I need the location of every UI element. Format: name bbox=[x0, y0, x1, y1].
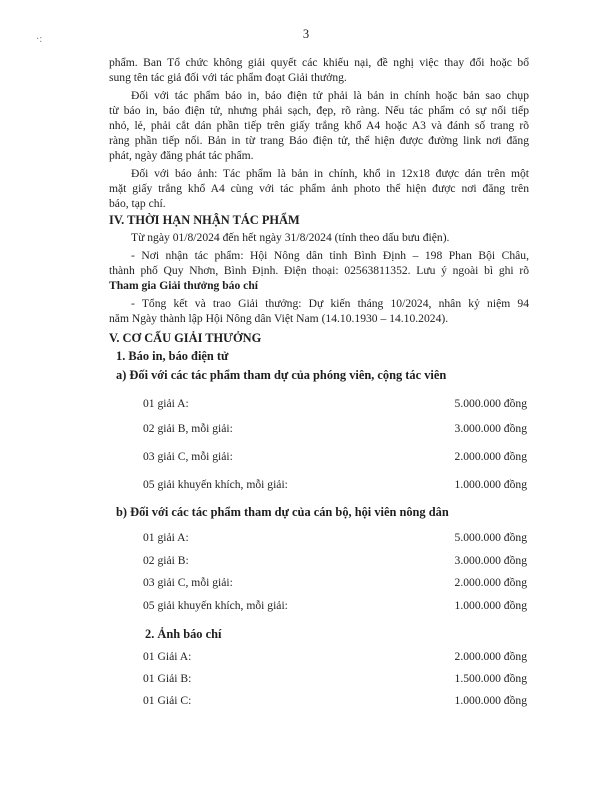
prize-label: 01 Giải B: bbox=[143, 672, 192, 685]
prize-label: 01 giải A: bbox=[143, 531, 189, 544]
body-line: năm Ngày thành lập Hội Nông dân Việt Nam (14.10.1930 – 14.10.2024). bbox=[109, 312, 449, 325]
prize-value: 3.000.000 đồng bbox=[454, 422, 527, 435]
body-line: từ báo in, báo điện tử, nhưng phải sạch, đẹp, rõ ràng. Nếu tác phẩm có sự nối tiếp bbox=[109, 104, 529, 117]
body-line: ràng phần tiếp nối. Bản in từ trang Báo điện tử, thể hiện được đường link nơi đăng bbox=[109, 134, 529, 147]
prize-label: 03 giải C, mỗi giải: bbox=[143, 450, 233, 463]
body-line: phát, ngày đăng phát tác phẩm. bbox=[109, 149, 254, 162]
subsection-heading-1: 1. Báo in, báo điện tử bbox=[116, 349, 229, 363]
body-line: sung tên tác giả đối với tác phẩm đoạt Giải thưởng. bbox=[109, 71, 347, 84]
prize-value: 5.000.000 đồng bbox=[454, 397, 527, 410]
prize-value: 3.000.000 đồng bbox=[454, 554, 527, 567]
prize-value: 1.000.000 đồng bbox=[454, 599, 527, 612]
prize-label: 01 giải A: bbox=[143, 397, 189, 410]
body-line: mặt giấy trắng khổ A4 cùng với tác phẩm ảnh photo thể hiện được nơi đăng trên bbox=[109, 182, 529, 195]
body-line: Đối với báo ảnh: Tác phẩm là bản in chính, khổ in 12x18 được dán trên một bbox=[131, 167, 529, 180]
prize-label: 02 giải B: bbox=[143, 554, 189, 567]
body-line: - Nơi nhận tác phẩm: Hội Nông dân tỉnh Bình Định – 198 Phan Bội Châu, bbox=[131, 249, 529, 262]
subsection-heading-2: 2. Ảnh báo chí bbox=[145, 627, 222, 641]
prize-label: 05 giải khuyến khích, mỗi giải: bbox=[143, 478, 288, 491]
body-line-bold: Tham gia Giải thưởng báo chí bbox=[109, 279, 258, 292]
margin-mark: ·: bbox=[36, 34, 43, 45]
prize-value: 5.000.000 đồng bbox=[454, 531, 527, 544]
prize-value: 1.000.000 đồng bbox=[454, 694, 527, 707]
subsection-heading-a: a) Đối với các tác phẩm tham dự của phóng viên, cộng tác viên bbox=[116, 368, 447, 382]
section-heading-iv: IV. THỜI HẠN NHẬN TÁC PHẨM bbox=[109, 213, 300, 227]
page-number: 3 bbox=[302, 27, 310, 41]
prize-label: 01 Giải A: bbox=[143, 650, 192, 663]
body-line: Từ ngày 01/8/2024 đến hết ngày 31/8/2024 (tính theo dấu bưu điện). bbox=[131, 231, 450, 244]
prize-label: 05 giải khuyến khích, mỗi giải: bbox=[143, 599, 288, 612]
prize-value: 2.000.000 đồng bbox=[454, 650, 527, 663]
body-line: - Tổng kết và trao Giải thưởng: Dự kiến tháng 10/2024, nhân kỷ niệm 94 bbox=[131, 297, 529, 310]
prize-value: 2.000.000 đồng bbox=[454, 450, 527, 463]
prize-label: 01 Giải C: bbox=[143, 694, 192, 707]
subsection-heading-b: b) Đối với các tác phẩm tham dự của cán bộ, hội viên nông dân bbox=[116, 505, 449, 519]
prize-value: 1.000.000 đồng bbox=[454, 478, 527, 491]
section-heading-v: V. CƠ CẤU GIẢI THƯỞNG bbox=[109, 331, 262, 345]
prize-value: 1.500.000 đồng bbox=[454, 672, 527, 685]
body-line: Đối với tác phẩm báo in, báo điện tử phải là bản in chính hoặc bản sao chụp bbox=[131, 89, 529, 102]
body-line: thành phố Quy Nhơn, Bình Định. Điện thoại: 02563811352. Lưu ý ngoài bì ghi rõ bbox=[109, 264, 529, 277]
prize-label: 03 giải C, mỗi giải: bbox=[143, 576, 233, 589]
body-line: phẩm. Ban Tổ chức không giải quyết các khiếu nại, đề nghị việc thay đổi hoặc bổ bbox=[109, 56, 529, 69]
body-line: báo, tạp chí. bbox=[109, 197, 166, 210]
body-line: nhỏ, lẻ, phải cắt dán phần tiếp trên giấy trắng khổ A4 hoặc A3 và đánh số trang rõ bbox=[109, 119, 529, 132]
prize-value: 2.000.000 đồng bbox=[454, 576, 527, 589]
prize-label: 02 giải B, mỗi giải: bbox=[143, 422, 233, 435]
